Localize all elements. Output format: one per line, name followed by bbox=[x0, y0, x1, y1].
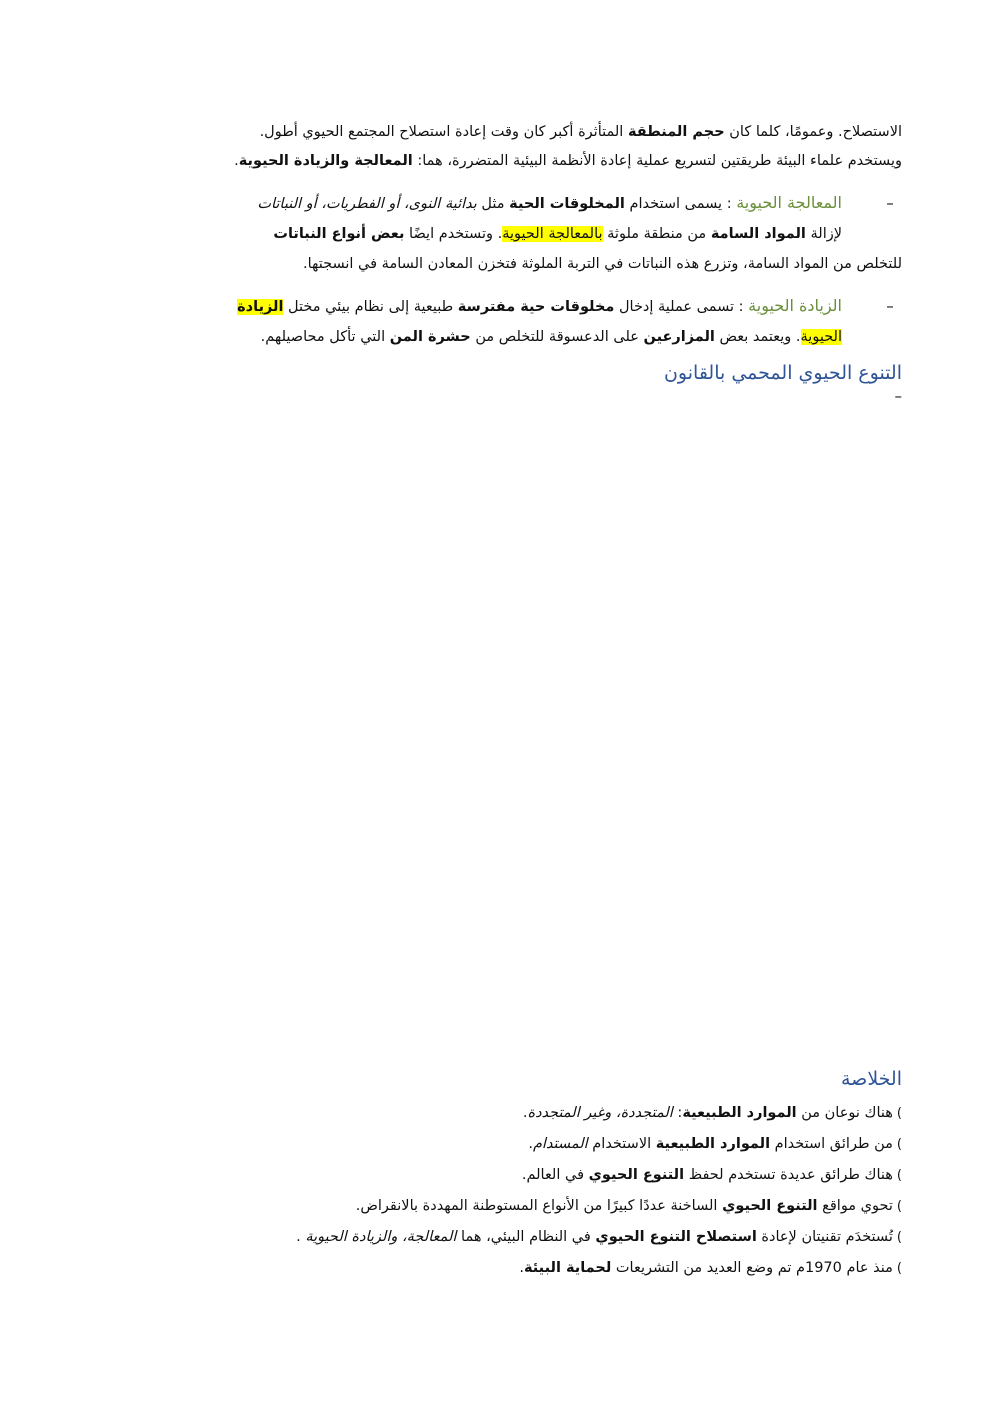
bold-term: استصلاح التنوع الحيوي bbox=[595, 1229, 757, 1245]
text-run: : يسمى استخدام bbox=[624, 196, 737, 212]
text-run: في النظام البيئي، هما bbox=[456, 1229, 596, 1245]
text-run: تحوي مواقع bbox=[817, 1198, 893, 1214]
intro-paragraph bbox=[90, 118, 902, 176]
bullet-dash: – bbox=[886, 297, 894, 315]
text-run: ويستخدم علماء البيئة طريقتين لتسريع عملية إعادة الأنظمة البيئية المتضررة، هما: bbox=[412, 153, 902, 169]
document-page bbox=[90, 118, 902, 1403]
bullet-bioaugmentation bbox=[90, 291, 902, 352]
italic-term: المستدام bbox=[532, 1136, 588, 1152]
text-run: من منطقة ملوثة bbox=[602, 226, 711, 242]
intro-line-2 bbox=[90, 147, 902, 176]
text-run: : تسمى عملية إدخال bbox=[614, 299, 749, 315]
highlighted-term: الحيوية bbox=[800, 329, 842, 345]
summary-item bbox=[90, 1253, 902, 1284]
bold-term: مخلوقات حية مفترسة bbox=[457, 299, 615, 315]
text-run: الساخنة عددًا كبيرًا من الأنواع المستوطنة المهددة بالانقراض. bbox=[355, 1198, 723, 1214]
bold-term: الموارد الطبيعية bbox=[682, 1105, 797, 1121]
bullet-list bbox=[90, 188, 902, 352]
bold-term: حشرة المن bbox=[389, 329, 471, 345]
section-heading-protected-biodiversity: التنوع الحيوي المحمي بالقانون bbox=[663, 362, 902, 384]
text-run: للتخلص من المواد السامة، وتزرع هذه النباتات في التربة الملوثة فتخزن المعادن السامة في انسجتها. bbox=[303, 256, 902, 272]
list-marker: ) bbox=[896, 1137, 902, 1152]
summary-heading: الخلاصة bbox=[841, 1068, 902, 1090]
summary-section bbox=[90, 1064, 902, 1284]
text-run: منذ عام 1970م تم وضع العديد من التشريعات bbox=[611, 1260, 893, 1276]
text-run: : bbox=[672, 1105, 683, 1121]
text-run: تُستخدَم تقنيتان لإعادة bbox=[756, 1229, 893, 1245]
text-run: المتأثرة أكبر كان وقت إعادة استصلاح المجتمع الحيوي أطول. bbox=[259, 124, 628, 140]
bold-term: المواد السامة bbox=[710, 226, 806, 242]
bullet-bioremediation bbox=[90, 188, 902, 279]
bullet-line bbox=[90, 322, 842, 352]
text-run: . bbox=[522, 1105, 528, 1121]
bullet-dash: – bbox=[886, 194, 894, 212]
text-run: . ويعتمد بعض bbox=[714, 329, 801, 345]
term-label: المعالجة الحيوية bbox=[736, 193, 842, 212]
bullet-line bbox=[90, 291, 842, 322]
bold-term: بعض أنواع النباتات bbox=[273, 226, 405, 242]
summary-item bbox=[90, 1160, 902, 1191]
text-run: على الدعسوقة للتخلص من bbox=[470, 329, 644, 345]
text-run: . bbox=[528, 1136, 533, 1152]
term-label: الزيادة الحيوية bbox=[748, 296, 842, 315]
text-run: الاستصلاح. وعمومًا، كلما كان bbox=[724, 124, 902, 140]
text-run: هناك طرائق عديدة تستخدم لحفظ bbox=[684, 1167, 893, 1183]
bold-term: حجم المنطقة bbox=[627, 124, 725, 140]
list-marker: ) bbox=[896, 1261, 902, 1276]
empty-bullet-dash: – bbox=[894, 387, 902, 405]
text-run: من طرائق استخدام bbox=[770, 1136, 893, 1152]
italic-term: المعالجة، والزيادة الحيوية bbox=[305, 1229, 457, 1245]
summary-list bbox=[90, 1098, 902, 1284]
list-marker: ) bbox=[896, 1199, 902, 1214]
bullet-line bbox=[90, 219, 842, 249]
bold-term: الموارد الطبيعية bbox=[655, 1136, 771, 1152]
summary-item bbox=[90, 1191, 902, 1222]
text-run: مثل bbox=[476, 196, 510, 212]
text-run: لإزالة bbox=[805, 226, 842, 242]
bold-term: المزارعين bbox=[643, 329, 715, 345]
bold-term: المعالجة والزيادة الحيوية bbox=[238, 153, 413, 169]
highlighted-term: بالمعالجة الحيوية bbox=[502, 226, 603, 242]
text-run: . bbox=[519, 1260, 524, 1276]
text-run: . وتستخدم ايضًا bbox=[404, 226, 503, 242]
text-run: . bbox=[296, 1229, 306, 1245]
bold-term: التنوع الحيوي bbox=[722, 1198, 818, 1214]
text-run: التي تأكل محاصيلهم. bbox=[260, 329, 390, 345]
summary-item bbox=[90, 1222, 902, 1253]
bold-term: لحماية البيئة bbox=[523, 1260, 612, 1276]
text-run: في العالم. bbox=[521, 1167, 589, 1183]
bullet-line bbox=[90, 249, 902, 279]
text-run: هناك نوعان من bbox=[796, 1105, 893, 1121]
list-marker: ) bbox=[896, 1106, 902, 1121]
bold-term: التنوع الحيوي bbox=[588, 1167, 685, 1183]
summary-item bbox=[90, 1129, 902, 1160]
intro-line-1 bbox=[90, 118, 902, 147]
text-run: . bbox=[234, 153, 239, 169]
text-run: الاستخدام bbox=[587, 1136, 656, 1152]
bullet-line bbox=[90, 188, 842, 219]
bold-term: المخلوقات الحية bbox=[509, 196, 625, 212]
list-marker: ) bbox=[896, 1168, 902, 1183]
highlighted-term: الزيادة bbox=[237, 299, 284, 315]
italic-term: المتجددة، وغير المتجددة bbox=[527, 1105, 673, 1121]
summary-item bbox=[90, 1098, 902, 1129]
italic-term: بدائية النوى، أو الفطريات، أو النباتات bbox=[257, 196, 477, 212]
text-run: طبيعية إلى نظام بيئي مختل bbox=[283, 299, 458, 315]
list-marker: ) bbox=[896, 1230, 902, 1245]
